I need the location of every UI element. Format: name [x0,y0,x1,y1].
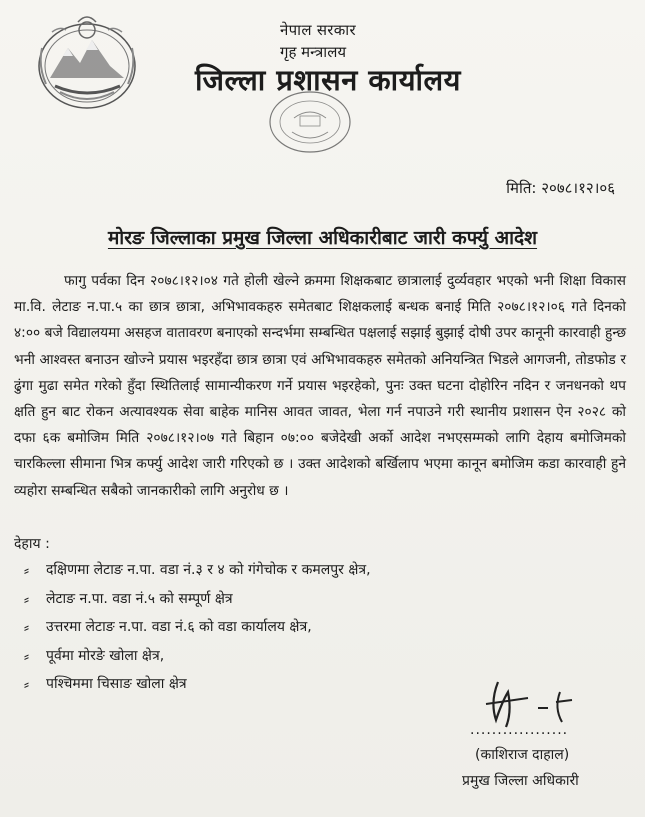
area-text: उत्तरमा लेटाङ न.पा. वडा नं.६ को वडा कार्यालय क्षेत्र, [46,619,312,635]
nepal-emblem-logo [30,8,145,118]
list-item [24,613,371,642]
list-item [24,585,371,614]
order-body-paragraph: फागु पर्वका दिन २०७८।१२।०४ गते होली खेल्ने क्रममा शिक्षकबाट छात्रालाई दुर्व्यवहार भएको भनी शिक्षा विकास मा.वि. लेटाङ न.पा.५ का छात्र छात्रा, अभिभावकहरु समेतबाट शिक्षकलाई बन्धक बनाई मिति २०७८।१२।०६ गते दिनको ४:०० बजे विद्यालयमा असहज वातावरण बनाएको सन्दर्भमा सम्बन्धित पक्षलाई सझाई बुझाई दोषी उपर कानूनी कारवाही हुन्छ भनी आश्वस्त बनाउन खोज्ने प्रयास भइरहँदा छात्र छात्रा एवं अभिभावकहरु समेतको अनियन्त्रित भिडले आगजनी, तोडफोड र ढुंगा मुढा समेत गरेको हुँदा स्थितिलाई सामान्यीकरण गर्ने प्रयास भइरहेको, पुनः उक्त घटना दोहोरिन नदिन र जनधनको थप क्षति हुन बाट रोकन अत्यावश्यक सेवा बाहेक मानिस आवत जावत, भेला गर्न नपाउने गरी स्थानीय प्रशासन ऐन २०२८ को दफा ६क बमोजिम मिति २०७८।१२।०७ गते बिहान ०७:०० बजेदेखी अर्को आदेश नभएसम्मको लागि देहाय बमोजिमको चारकिल्ला सीमाना भित्र कर्फ्यु आदेश जारी गरिएको छ । उक्त आदेशको बर्खिलाप भएमा कानून बमोजिम कडा कारवाही हुने व्यहोरा सम्बन्धित सबैको जानकारीको लागि अनुरोध छ । [14,273,626,499]
area-text: दक्षिणमा लेटाङ न.पा. वडा नं.३ र ४ को गंगेचोक र कमलपुर क्षेत्र, [46,562,371,578]
bullet-icon: ⸗ [24,561,29,579]
list-item [24,642,371,671]
ministry-name: गृह मन्त्रालय [280,43,347,61]
area-text: पूर्वमा मोरङे खोला क्षेत्र, [46,647,165,664]
area-text: पश्चिममा चिसाङ खोला क्षेत्र [46,676,187,692]
letter-date: मिति: २०७८।१२।०६ [506,179,615,197]
list-item [24,670,371,699]
bullet-icon: ⸗ [24,589,29,608]
office-stamp [262,88,362,158]
bullet-icon: ⸗ [24,646,29,665]
dehaya-label: देहाय : [14,536,50,552]
bullet-icon: ⸗ [24,675,29,693]
list-item [24,556,371,585]
signer-title: प्रमुख जिल्ला अधिकारी [462,773,579,789]
signer-name: (काशिराज दाहाल) [475,747,570,763]
curfew-order-heading [0,224,645,250]
office-title: जिल्ला प्रशासन कार्यालय [195,63,462,97]
bullet-icon: ⸗ [24,618,29,636]
government-name: नेपाल सरकार [280,21,356,39]
heading-text: मोरङ जिल्लाका प्रमुख जिल्ला अधिकारीबाट जारी कर्फ्यु आदेश [107,227,538,249]
curfew-area-list [24,556,371,699]
area-text: लेटाङ न.पा. वडा नं.५ को सम्पूर्ण क्षेत्र [46,590,233,607]
signature-line: .................. [470,722,569,738]
